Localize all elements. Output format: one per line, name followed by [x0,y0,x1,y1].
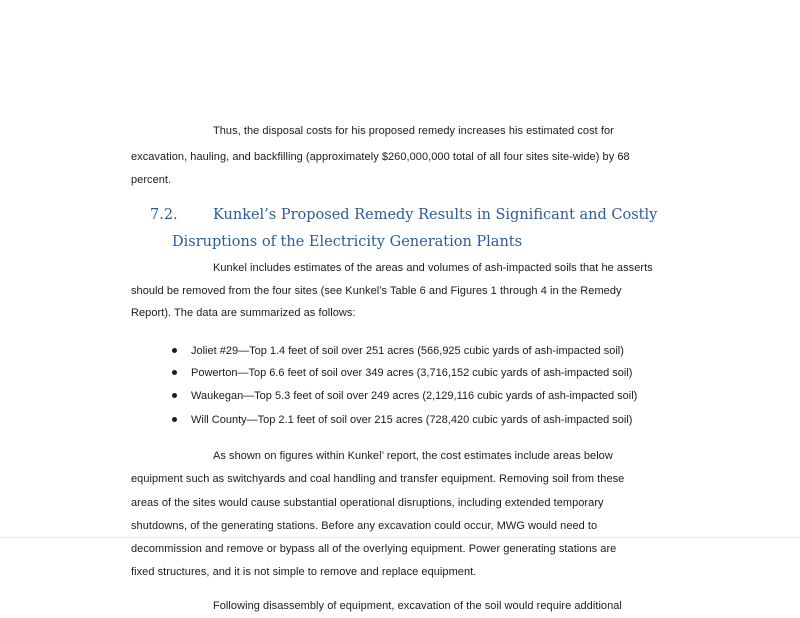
section-title-line-1: Kunkel’s Proposed Remedy Results in Significant and Costly [213,207,658,223]
paragraph-2-line-3: Report). The data are summarized as follows: [131,307,356,319]
section-number: 7.2. [150,207,178,223]
paragraph-2-line-1: Kunkel includes estimates of the areas and volumes of ash-impacted soils that he asserts [213,262,653,274]
bullet-item-waukegan [172,389,637,403]
bullet-icon [172,393,177,398]
bullet-icon [172,348,177,353]
bullet-item-joliet [172,344,624,358]
paragraph-4-line-1: Following disassembly of equipment, excavation of the soil would require additional [213,600,622,612]
bullet-item-powerton [172,366,632,380]
bullet-text: Waukegan—Top 5.3 feet of soil over 249 acres (2,129,116 cubic yards of ash-impacted soil) [191,390,638,402]
bullet-text: Will County—Top 2.1 feet of soil over 215 acres (728,420 cubic yards of ash-impacted soil) [191,414,633,426]
intro-paragraph-line-2: excavation, hauling, and backfilling (approximately $260,000,000 total of all four sites site-wide) by 68 [131,151,630,163]
paragraph-2-line-2: should be removed from the four sites (see Kunkel’s Table 6 and Figures 1 through 4 in the Remedy [131,285,622,297]
paragraph-3-line-6: fixed structures, and it is not simple to remove and replace equipment. [131,566,477,578]
bullet-text: Powerton—Top 6.6 feet of soil over 349 acres (3,716,152 cubic yards of ash-impacted soil) [191,367,633,379]
bullet-icon [172,417,177,422]
bullet-icon [172,370,177,375]
scan-artifact-line [0,537,800,538]
paragraph-3-line-5: decommission and remove or bypass all of the overlying equipment. Power generating stations are [131,543,617,555]
paragraph-3-line-3: areas of the sites would cause substantial operational disruptions, including extended temporary [131,497,604,509]
bullet-text: Joliet #29—Top 1.4 feet of soil over 251 acres (566,925 cubic yards of ash-impacted soil) [191,345,624,357]
paragraph-3-line-2: equipment such as switchyards and coal handling and transfer equipment. Removing soil from these [131,473,625,485]
section-title-line-2: Disruptions of the Electricity Generation Plants [172,234,523,250]
intro-paragraph-line-3: percent. [131,174,172,186]
paragraph-3-line-1: As shown on figures within Kunkel’ report, the cost estimates include areas below [213,450,613,462]
paragraph-3-line-4: shutdowns, of the generating stations. Before any excavation could occur, MWG would need to [131,520,598,532]
bullet-item-will-county [172,413,632,427]
intro-paragraph-line-1: Thus, the disposal costs for his proposed remedy increases his estimated cost for [213,125,614,137]
